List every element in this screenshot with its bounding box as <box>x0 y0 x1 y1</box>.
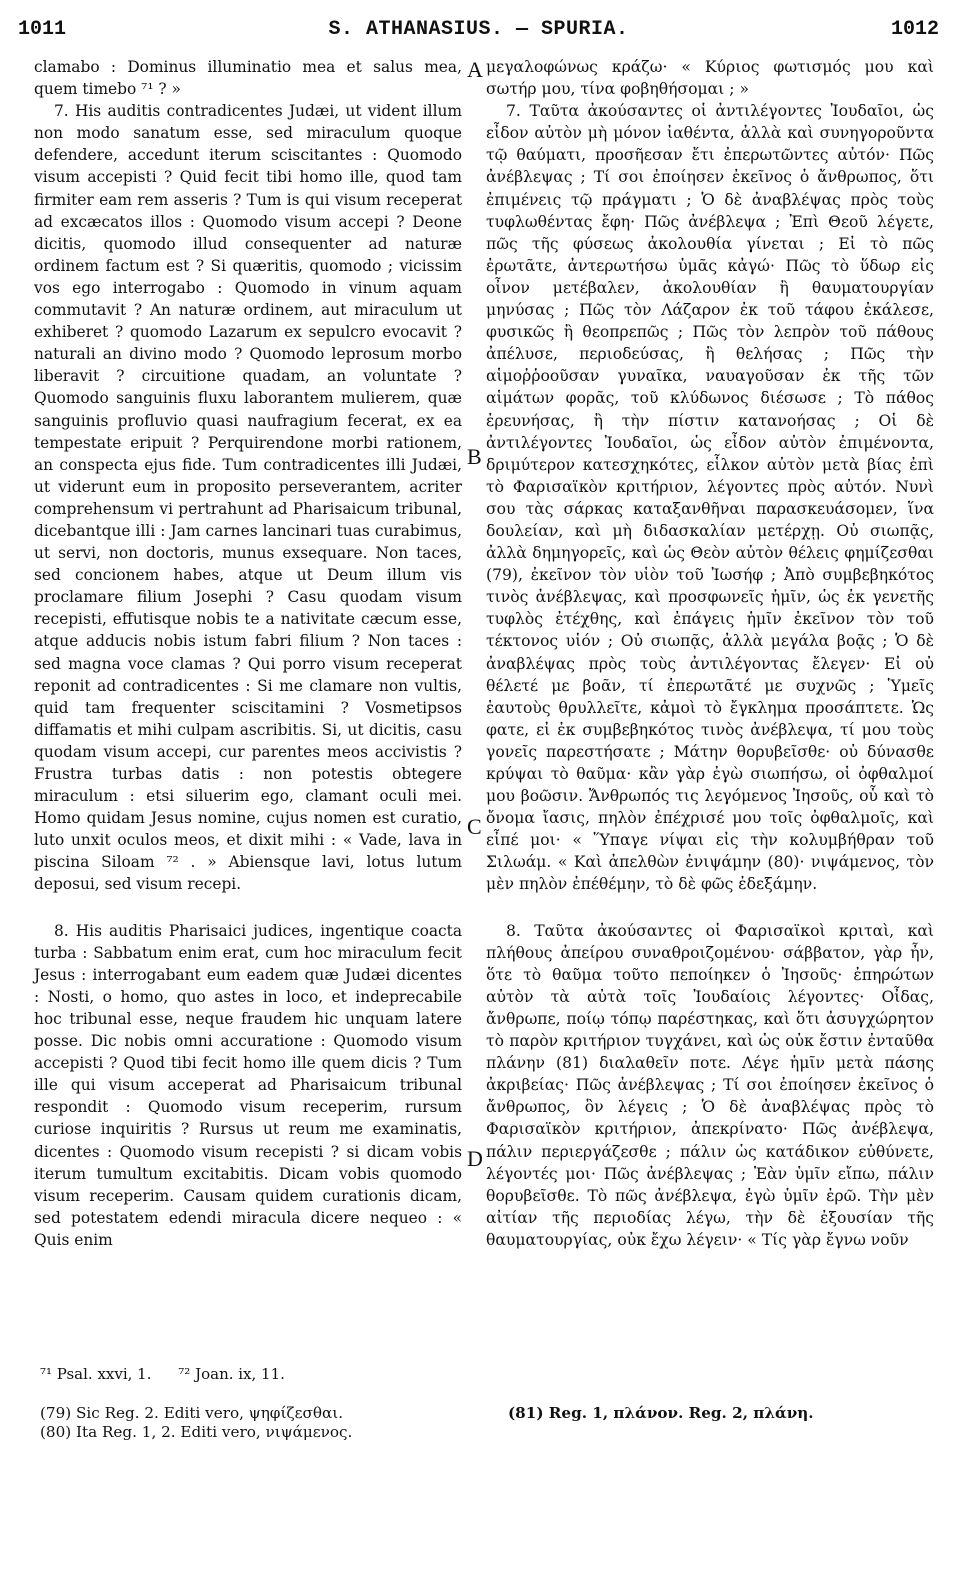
greek-paragraph-7: 7. Ταῦτα ἀκούσαντες οἱ ἀντιλέγοντες Ἰουδαῖοι, ὡς εἶδον αὐτὸν μὴ μόνον ἰαθέντα, ἀλλὰ καὶ συνηγοροῦντα τῷ θαύματι, προσῆεσαν ἔτι ἐπερωτῶντες αὐτόν· Πῶς ἀνέβλεψας ; Τί σοι ἐποίησεν ἐκεῖνος ὁ ἄνθρωπος, ὅτι ἐπιμένεις τῷ πράγματι ; Ὁ δὲ ἀναβλέψας πρὸς τοὺς τυφλωθέντας ἔφη· Πῶς ἀνέβλεψα ; Ἐπὶ Θεοῦ λέγετε, πῶς τῆς φύσεως ἀκολουθία γίνεται ; Εἰ τὸ πῶς ἐρωτᾶτε, ἀντερωτήσω ὑμᾶς κἀγώ· Πῶς τὸ ὕδωρ εἰς οἶνον μετέβαλεν, ἀκολουθίαν ἢ θαυματουργίαν μηνύσας ; Πῶς τὸν Λάζαρον ἐκ τοῦ τάφου ἐκάλεσε, φυσικῶς ἢ θεοπρεπῶς ; Πῶς τὸν λεπρὸν τοῦ πάθους ἀπέλυσε, περιοδεύσας, ἢ θελήσας ; Πῶς τὴν αἱμοῤῥοοῦσαν γυναῖκα, ναυαγοῦσαν ἐκ τῆς τῶν αἱμάτων φορᾶς, τοῦ κλύδωνος διέσωσε ; Τὸ πάθος ἐρευνήσας, ἢ τὴν πίστιν κατανοήσας ; Οἱ δὲ ἀντιλέγοντες Ἰουδαῖοι, ὡς εἶδον αὐτὸν ἐπιμένοντα, δριμύτερον κατεσχηκότες, εἷλκον αὐτὸν μετὰ βίας ἐπὶ τὸ Φαρισαϊκὸν κριτήριον, λέγοντες πρὸς αὐτόν. Νυνὶ σου τὰς σάρκας καταξανθῆναι παρασκευάσομεν, ἵνα δουλείαν, καὶ μὴ διδασκαλίαν μετέρχῃ. Οὐ σιωπᾷς, ἀλλὰ δημηγορεῖς, καὶ ὡς Θεὸν αὐτὸν θέλεις φημίζεσθαι (79), ἐκεῖνον τὸν υἱὸν τοῦ Ἰωσήφ ; Ἀπὸ συμβεβηκότος τινὸς ἀνέβλεψας, καὶ προσφωνεῖς ἡμῖν, ὡς ἐκ γενετῆς τυφλὸς ἐτέχθης, καὶ ἐπάγεις ἡμῖν ἐκεῖνον τὸν τοῦ τέκτονος υἱόν ; Οὐ σιωπᾷς, ἀλλὰ μεγάλα βοᾷς ; Ὁ δὲ ἀναβλέψας πρὸς τοὺς ἀντιλέγοντας ἔλεγεν· Εἰ οὐ θέλετέ με βοᾶν, τί ἐπερωτᾶτέ με συχνῶς ; Ὑμεῖς ἑαυτοὺς θρυλλεῖτε, κἀμοὶ τὸ ἔγκλημα προσάπτετε. Ὡς φατε, εἰ ἐκ συμβεβηκότος τινὸς ἀνέβλεψα, τί μου τοὺς γονεῖς παρεστήσατε ; Μάτην θορυβεῖσθε· οὐ δύνασθε κρύψαι τὸ θαῦμα· κἂν γὰρ ἐγὼ σιωπήσω, οἱ ὀφθαλμοί μου βοῶσιν. Ἄνθρωπός τις λεγόμενος Ἰησοῦς, οὗ καὶ τὸ ὄνομα ἴασις, πηλὸν ἐπέχρισέ μου τοῖς ὀφθαλμοῖς, καὶ εἶπέ μοι· « Ὕπαγε νίψαι εἰς τὴν κολυμβήθραν τοῦ Σιλωάμ. « Καὶ ἀπελθὼν ἐνιψάμην (80)· νιψάμενος, τὸν μὲν πηλὸν ἐπέθέμην, τὸ δὲ φῶς ἐδεξάμην. <box>486 102 934 894</box>
footnotes-left <box>40 1404 460 1442</box>
page-number-left: 1011 <box>18 18 67 41</box>
page-number-right: 1012 <box>890 18 939 41</box>
page-header <box>18 18 939 48</box>
latin-paragraph-8: 8. His auditis Pharisaici judices, ingentique coacta turba : Sabbatum enim erat, cum hoc miraculum fecit Jesus : interrogabant eum eadem quæ Judæi dicentes : Nosti, o homo, quo astes in loco, et indeprecabile hoc tribunal esse, neque fraudem hic unquam latere posse. Dic nobis omni accuratione : Quomodo visum accepisti ? Quod tibi fecit homo ille quem dicis ? Tum ille qui visum acceperat ad Pharisaicum tribunal respondit : Quomodo visum receperim, rursum curiose inquiritis ? Rursus ut reum me examinatis, dicentes : Quomodo visum recepisti ? si dicam vobis iterum tumultum excitabitis. Dicam vobis quomodo visum receperim. Causam quidem curationis dicam, sed potestatem edendi miracula dicere nequeo : « Quis enim <box>34 921 462 1249</box>
footnote-80: (80) Ita Reg. 1, 2. Editi vero, νιψάμενος. <box>40 1423 353 1441</box>
footnote-81: (81) Reg. 1, πλάνον. Reg. 2, πλάνη. <box>508 1404 814 1422</box>
greek-column <box>486 56 934 1251</box>
latin-column <box>34 56 462 1251</box>
greek-paragraph-8: 8. Ταῦτα ἀκούσαντες οἱ Φαρισαϊκοὶ κριταὶ, καὶ πλήθους ἀπείρου συναθροιζομένου· σάββατον, γὰρ ἦν, ὅτε τὸ θαῦμα τοῦτο πεποίηκεν ὁ Ἰησοῦς· ἐπηρώτων αὐτὸν τὰ αὐτὰ τοῖς Ἰουδαίοις λέγοντες· Οἶδας, ἄνθρωπε, ποίῳ τόπῳ παρέστηκας, καὶ ὅτι ἀσυγχώρητον τὸ παρὸν κριτήριον τυγχάνει, καὶ ὡς οὐκ ἔστιν ἐνταῦθα πλάνην (81) διαλαθεῖν ποτε. Λέγε ἡμῖν μετὰ πάσης ἀκριβείας· Πῶς ἀνέβλεψας ; Τί σοι ἐποίησεν ἐκεῖνος ὁ ἄνθρωπος, ὃν λέγεις ; Ὁ δὲ ἀναβλέψας πρὸς τὸ Φαρισαϊκὸν κριτήριον, ἀπεκρίνατο· Πῶς ἀνέβλεψα, πάλιν περιεργάζεσθε ; πάλιν ὡς κατάδικον εὐθύνετε, λέγοντές μοι· Πῶς ἀνέβλεψας ; Ἐὰν ὑμῖν εἴπω, πάλιν θορυβεῖσθε. Τὸ πῶς ἀνέβλεψα, ἐγὼ ὑμῖν ἐρῶ. Τὴν μὲν αἰτίαν τῆς περιοδίας λέγω, τὴν δὲ ἐξουσίαν τῆς θαυματουργίας, οὐκ ἔχω λέγειν· « Τίς γὰρ ἔγνω νοῦν <box>486 921 934 1249</box>
scripture-ref-71: ⁷¹ Psal. xxvi, 1. <box>40 1365 152 1383</box>
greek-paragraph-continuation: μεγαλοφώνως κράζω· « Κύριος φωτισμός μου καὶ σωτήρ μου, τίνα φοβηθήσομαι ; » <box>486 58 934 99</box>
running-title: S. ATHANASIUS. — SPURIA. <box>328 18 629 41</box>
margin-letter-a: A <box>467 57 483 82</box>
margin-letter-c: C <box>467 814 482 839</box>
scripture-references <box>40 1364 285 1384</box>
scripture-ref-72: ⁷² Joan. ix, 11. <box>178 1365 285 1383</box>
margin-letter-d: D <box>467 1146 483 1171</box>
latin-paragraph-7: 7. His auditis contradicentes Judæi, ut vident illum non modo sanatum esse, sed miraculum quoque defendere, accedunt iterum sciscitantes : Quomodo visum accepisti ? Quid fecit tibi homo ille, quod tam firmiter eam rem asseris ? Tum is qui visum receperat ad excæcatos illos : Quomodo visum accepi ? Deone dicitis, quomodo illud consequenter ad naturæ ordinem factum est ? Si quæritis, quomodo ; vicissim vos ego interrogabo : Quomodo in vinum aquam commutavit ? An naturæ ordinem, aut miraculum ut exhiberet ? quomodo Lazarum ex sepulcro evocavit ? naturali an divino modo ? Quomodo leprosum morbo liberavit ? circuitione quadam, an voluntate ? Quomodo sanguinis fluxu laborantem mulierem, quæ sanguinis profluvio quasi naufragium fecerat, ex ea tempestate eripuit ? Perquirendone morbi rationem, an conspecta ejus fide. Tum contradicentes illi Judæi, ut viderunt eum in proposito perseverantem, acriter comprehensum vi pertrahunt ad Pharisaicum tribunal, dicebantque illi : Jam carnes lancinari tuas curabimus, ut servi, non doctoris, munus exsequare. Non taces, sed concionem habes, atque ut Deum illum vis proclamare filium Josephi ? Casu quodam visum recepisti, effutisque nobis te a nativitate cæcum esse, atque adducis nobis istum fabri filium ? Non taces : sed magna voce clamas ? Qui porro visum receperat reponit ad contradicentes : Si me clamare non vultis, quid tam frequenter sciscitamini ? Vosmetipsos diffamatis et mihi culpam ascribitis. Si, ut dicitis, casu quodam visum accepi, cur parentes meos accivistis ? Frustra turbas datis : non potestis obtegere miraculum : etsi siluerim ego, clamant oculi mei. Homo quidam Jesus nomine, cujus nomen est curatio, luto unxit oculos meos, et dixit mihi : « Vade, lava in piscina Siloam ⁷² . » Abiensque lavi, lotus lutum deposui, sed visum recepi. <box>34 102 462 894</box>
margin-letter-b: B <box>467 444 482 469</box>
footnote-79: (79) Sic Reg. 2. Editi vero, ψηφίζεσθαι. <box>40 1404 344 1422</box>
footnotes-right <box>508 1404 928 1423</box>
latin-paragraph-continuation: clamabo : Dominus illuminatio mea et salus mea, quem timebo ⁷¹ ? » <box>34 58 462 99</box>
